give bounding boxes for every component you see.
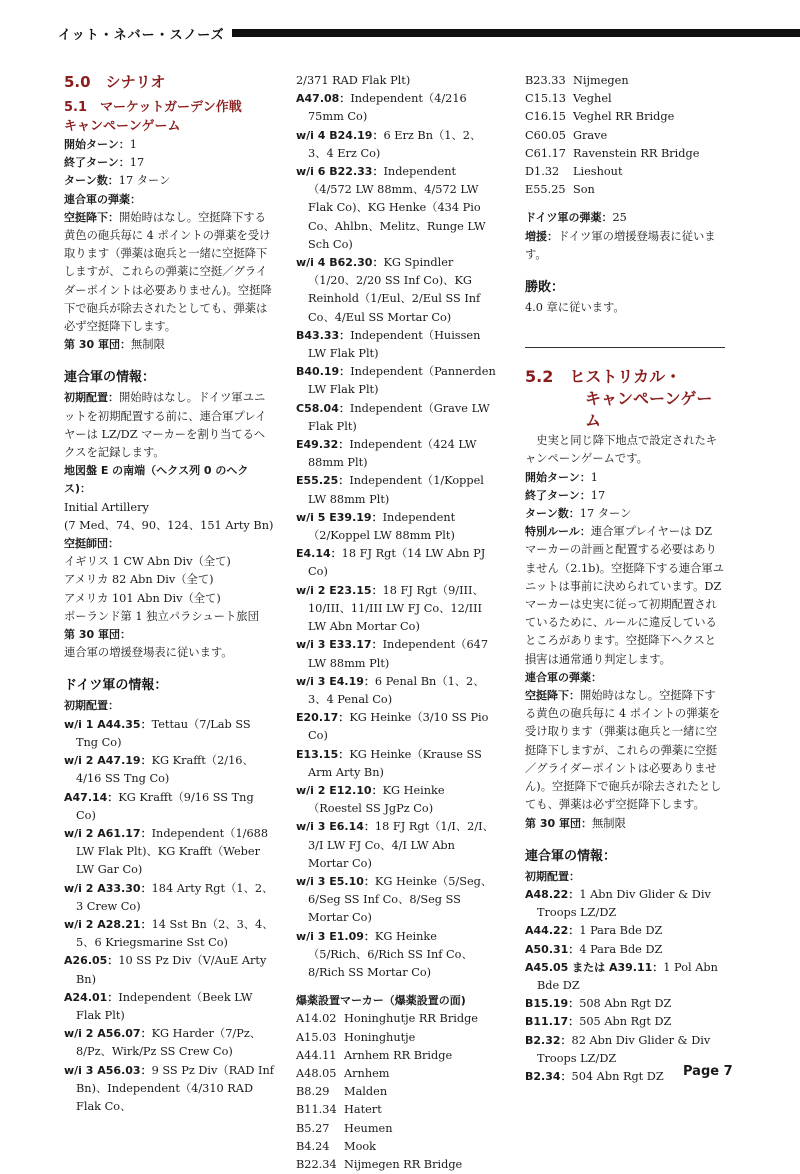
allied-initial-label: 初期配置：: [525, 869, 580, 883]
setup-entry: w/i 3 E1.09：KG Heinke（5/Rich、6/Rich SS Inf Co、8/Rich SS Mortar Co): [296, 929, 473, 979]
setup-entry: w/i 4 B62.30：KG Spindler（1/20、2/20 SS Inf Co)、KG Reinhold（1/Eul、2/Eul SS Inf Co、4/Eul SS Mortar Co): [296, 256, 481, 324]
dz-entry: B15.19：508 Abn Rgt DZ: [525, 997, 672, 1011]
setup-entry: w/i 4 B24.19：6 Erz Bn（1、2、3、4 Erz Co): [296, 128, 482, 160]
marker-row: B11.34 Hatert: [296, 1103, 382, 1117]
setup-entry: A26.05：10 SS Pz Div（V/AuE Arty Bn): [64, 954, 267, 986]
victory-heading: 勝敗：: [525, 280, 565, 296]
setup-entry: w/i 2 A28.21：14 Sst Bn（2、3、4、5、6 Kriegsmarine Sst Co): [64, 917, 274, 950]
airborne-item: イギリス 1 CW Abn Div（全て): [64, 555, 231, 569]
dz-entry: A44.22：1 Para Bde DZ: [525, 924, 663, 938]
subsection-subtitle-5-1: キャンペーンゲーム: [64, 119, 181, 134]
setup-entry: B43.33：Independent（Huissen LW Flak Plt): [296, 328, 481, 361]
allied-initial-setup: 初期配置：開始時はなし。ドイツ軍ユニットを初期配置する前に、連合軍プレイヤーは LZ/DZ マーカーを割り当てるヘクスを記録します。: [64, 391, 267, 460]
setup-entry: w/i 3 E33.17：Independent（647 LW 88mm Plt): [296, 638, 489, 670]
setup-entry: E55.25：Independent（1/Koppel LW 88mm Plt): [296, 474, 484, 506]
start-turn: 開始ターン：1: [64, 138, 137, 151]
marker-row: B4.24 Mook: [296, 1139, 377, 1153]
start-turn: 開始ターン：1: [525, 470, 598, 484]
section-title-5-0: 5.0 シナリオ: [64, 73, 166, 91]
section-title-5-2-line2: キャンペーンゲーム: [585, 389, 713, 431]
setup-entry: E49.32：Independent（424 LW 88mm Plt): [296, 438, 477, 470]
setup-entry: w/i 2 A47.19：KG Krafft（2/16、4/16 SS Tng Co): [64, 754, 254, 786]
dz-entry: A48.22：1 Abn Div Glider & Div Troops LZ/DZ: [525, 887, 711, 920]
dz-entry: B2.32：82 Abn Div Glider & Div Troops LZ/DZ: [525, 1033, 711, 1065]
num-turns: ターン数：17 ターン: [525, 507, 632, 521]
marker-row: A44.11 Arnhem RR Bridge: [296, 1048, 453, 1062]
setup-entry: w/i 2 A61.17：Independent（1/688 LW Flak Plt)、KG Krafft（Weber LW Gar Co): [64, 826, 269, 877]
running-header: イット・ネバー・スノーズ: [58, 28, 225, 43]
setup-entry: w/i 2 E12.10：KG Heinke（Roestel SS JgPz Co): [296, 783, 445, 816]
demolition-markers-title: 爆薬設置マーカー（爆薬設置の面): [296, 994, 466, 1008]
end-turn: 終了ターン：17: [64, 156, 145, 170]
setup-entry: w/i 2 A56.07：KG Harder（7/Pz、8/Pz、Wirk/Pz SS Crew Co): [64, 1027, 262, 1059]
allied-info-heading: 連合軍の情報：: [525, 848, 617, 864]
marker-row: D1.32 Lieshout: [525, 165, 623, 179]
allied-ammo-label: 連合軍の弾薬：: [64, 192, 141, 206]
marker-row: A48.05 Arnhem: [296, 1066, 390, 1080]
marker-row: A15.03 Honinghutje: [296, 1030, 416, 1044]
marker-row: B22.34 Nijmegen RR Bridge: [296, 1157, 463, 1171]
airborne-item: ポーランド第 1 独立パラシュート旅団: [64, 609, 259, 623]
german-setup-list-2: [296, 72, 496, 982]
marker-row: B8.29 Malden: [296, 1085, 388, 1099]
corps30-ammo: 第 30 軍団：無制限: [525, 816, 626, 830]
map-e-label: 地図盤 E の南端（ヘクス列 0 のヘクス)：: [64, 464, 249, 496]
airdrop-rule: 空挺降下：開始時はなし。空挺降下する黄色の砲兵毎に 4 ポイントの弾薬を受け取ります（弾薬は砲兵と一緒に空挺降下しますが、これらの弾薬に空挺／グライダーポイントは必要ありません)。空挺降下で砲兵が除去されたとしても、弾薬は必ず空挺降下します。: [64, 210, 272, 334]
column-right: [525, 72, 725, 1086]
marker-row: E55.25 Son: [525, 183, 595, 197]
corps30-reinforce-text: 連合軍の増援登場表に従います。: [64, 646, 233, 660]
setup-entry: w/i 5 E39.19：Independent（2/Koppel LW 88mm Plt): [296, 510, 456, 543]
column-middle: [296, 72, 496, 1174]
marker-row: B23.33 Nijmegen: [525, 74, 629, 87]
dz-entry: B2.34：504 Abn Rgt DZ: [525, 1069, 664, 1083]
section-5-2-intro: 史実と同じ降下地点で設定されたキャンペーンゲームです。: [525, 434, 718, 466]
header-bar: [232, 29, 800, 37]
setup-entry: E20.17：KG Heinke（3/10 SS Pio Co): [296, 711, 489, 743]
page-number: Page 7: [683, 1064, 733, 1079]
airborne-item: アメリカ 82 Abn Div（全て): [64, 573, 214, 587]
setup-entry: w/i 1 A44.35：Tettau（7/Lab SS Tng Co): [64, 717, 251, 749]
allied-info-heading: 連合軍の情報：: [64, 370, 156, 386]
setup-entry: E4.14：18 FJ Rgt（14 LW Abn PJ Co): [296, 547, 486, 579]
setup-entry: w/i 2 E23.15：18 FJ Rgt（9/III、10/III、11/III LW FJ Co、12/III LW Abn Mortar Co): [296, 583, 484, 634]
setup-entry: w/i 3 E5.10：KG Heinke（5/Seg、6/Seg SS Inf Co、8/Seg SS Mortar Co): [296, 874, 493, 925]
setup-entry: w/i 3 E4.19：6 Penal Bn（1、2、3、4 Penal Co): [296, 674, 485, 706]
map-e-line1: Initial Artillery: [64, 500, 149, 514]
dz-entry: A45.05 または A39.11：1 Pol Abn Bde DZ: [525, 960, 718, 992]
setup-entry: w/i 3 A56.03：9 SS Pz Div（RAD Inf Bn)、Independent（4/310 RAD Flak Co、: [64, 1063, 274, 1113]
column-left: [64, 72, 274, 1116]
setup-entry: E13.15：KG Heinke（Krause SS Arm Arty Bn): [296, 747, 482, 779]
marker-row: C61.17 Ravenstein RR Bridge: [525, 146, 700, 160]
allied-dz-list: [525, 886, 725, 1086]
dz-entry: B11.17：505 Abn Rgt DZ: [525, 1015, 672, 1029]
setup-entry: w/i 2 A33.30：184 Arty Rgt（1、2、3 Crew Co): [64, 881, 274, 913]
demolition-marker-list-2: [525, 72, 725, 199]
airborne-label: 空挺師団：: [64, 537, 119, 551]
marker-row: C15.13 Veghel: [525, 92, 612, 106]
demolition-marker-list-1: [296, 1010, 496, 1174]
airdrop-rule: 空挺降下：開始時はなし。空挺降下する黄色の砲兵毎に 4 ポイントの弾薬を受け取ります（弾薬は砲兵と一緒に空挺降下しますが、これらの弾薬に空挺／グライダーポイントは必要ありません)。空挺降下で砲兵が除去されたとしても、弾薬は必ず空挺降下します。: [525, 689, 722, 812]
german-setup-list-1: [64, 716, 274, 1116]
marker-row: C16.15 Veghel RR Bridge: [525, 110, 675, 124]
marker-row: A14.02 Honinghutje RR Bridge: [296, 1012, 478, 1026]
marker-row: B5.27 Heumen: [296, 1121, 393, 1135]
map-e-line2: (7 Med、74、90、124、151 Arty Bn): [64, 518, 274, 532]
corps30-ammo: 第 30 軍団：無制限: [64, 338, 165, 352]
section-title-5-2-line1: 5.2 ヒストリカル・: [525, 367, 682, 387]
victory-text: 4.0 章に従います。: [525, 301, 625, 315]
allied-ammo-label: 連合軍の弾薬：: [525, 670, 602, 684]
german-ammo: ドイツ軍の弾薬：25: [525, 211, 627, 225]
german-initial-label: 初期配置：: [64, 699, 119, 713]
setup-entry: C58.04：Independent（Grave LW Flak Plt): [296, 401, 490, 433]
special-rules: 特別ルール：連合軍プレイヤーは DZ マーカーの計画と配置する必要はありません（2.1b)。空挺降下する連合軍ユニットは事前に決められています。DZ マーカーは史実に従って初期配置されているために、ルールに違反しているところがあります。空挺降下ヘクスと損害は通常通り判定します。: [525, 525, 725, 666]
corps30-reinforce-label: 第 30 軍団：: [64, 628, 131, 642]
num-turns: ターン数：17 ターン: [64, 174, 171, 188]
airborne-item: アメリカ 101 Abn Div（全て): [64, 591, 221, 605]
subsection-title-5-1: 5.1 マーケットガーデン作戦: [64, 100, 242, 115]
marker-row: C60.05 Grave: [525, 128, 608, 142]
dz-entry: A50.31：4 Para Bde DZ: [525, 942, 663, 956]
setup-entry: A24.01：Independent（Beek LW Flak Plt): [64, 990, 253, 1022]
setup-entry: B40.19：Independent（Pannerden LW Flak Plt): [296, 365, 496, 397]
setup-entry: A47.08：Independent（4/216 75mm Co): [296, 92, 467, 124]
section-divider: [525, 347, 725, 348]
german-info-heading: ドイツ軍の情報：: [64, 678, 168, 694]
setup-entry: w/i 3 E6.14：18 FJ Rgt（1/I、2/I、3/I LW FJ Co、4/I LW Abn Mortar Co): [296, 820, 494, 870]
german-reinforcements: 増援：ドイツ軍の増援登場表に従います。: [525, 229, 716, 261]
setup-entry: w/i 6 B22.33：Independent（4/572 LW 88mm、4/572 LW Flak Co)、KG Henke（434 Pio Co、Ahlbn、Melitz、Runge LW Sch Co): [296, 165, 486, 251]
setup-entry: 2/371 RAD Flak Plt): [296, 74, 411, 87]
end-turn: 終了ターン：17: [525, 488, 606, 502]
setup-entry: A47.14：KG Krafft（9/16 SS Tng Co): [64, 790, 254, 822]
